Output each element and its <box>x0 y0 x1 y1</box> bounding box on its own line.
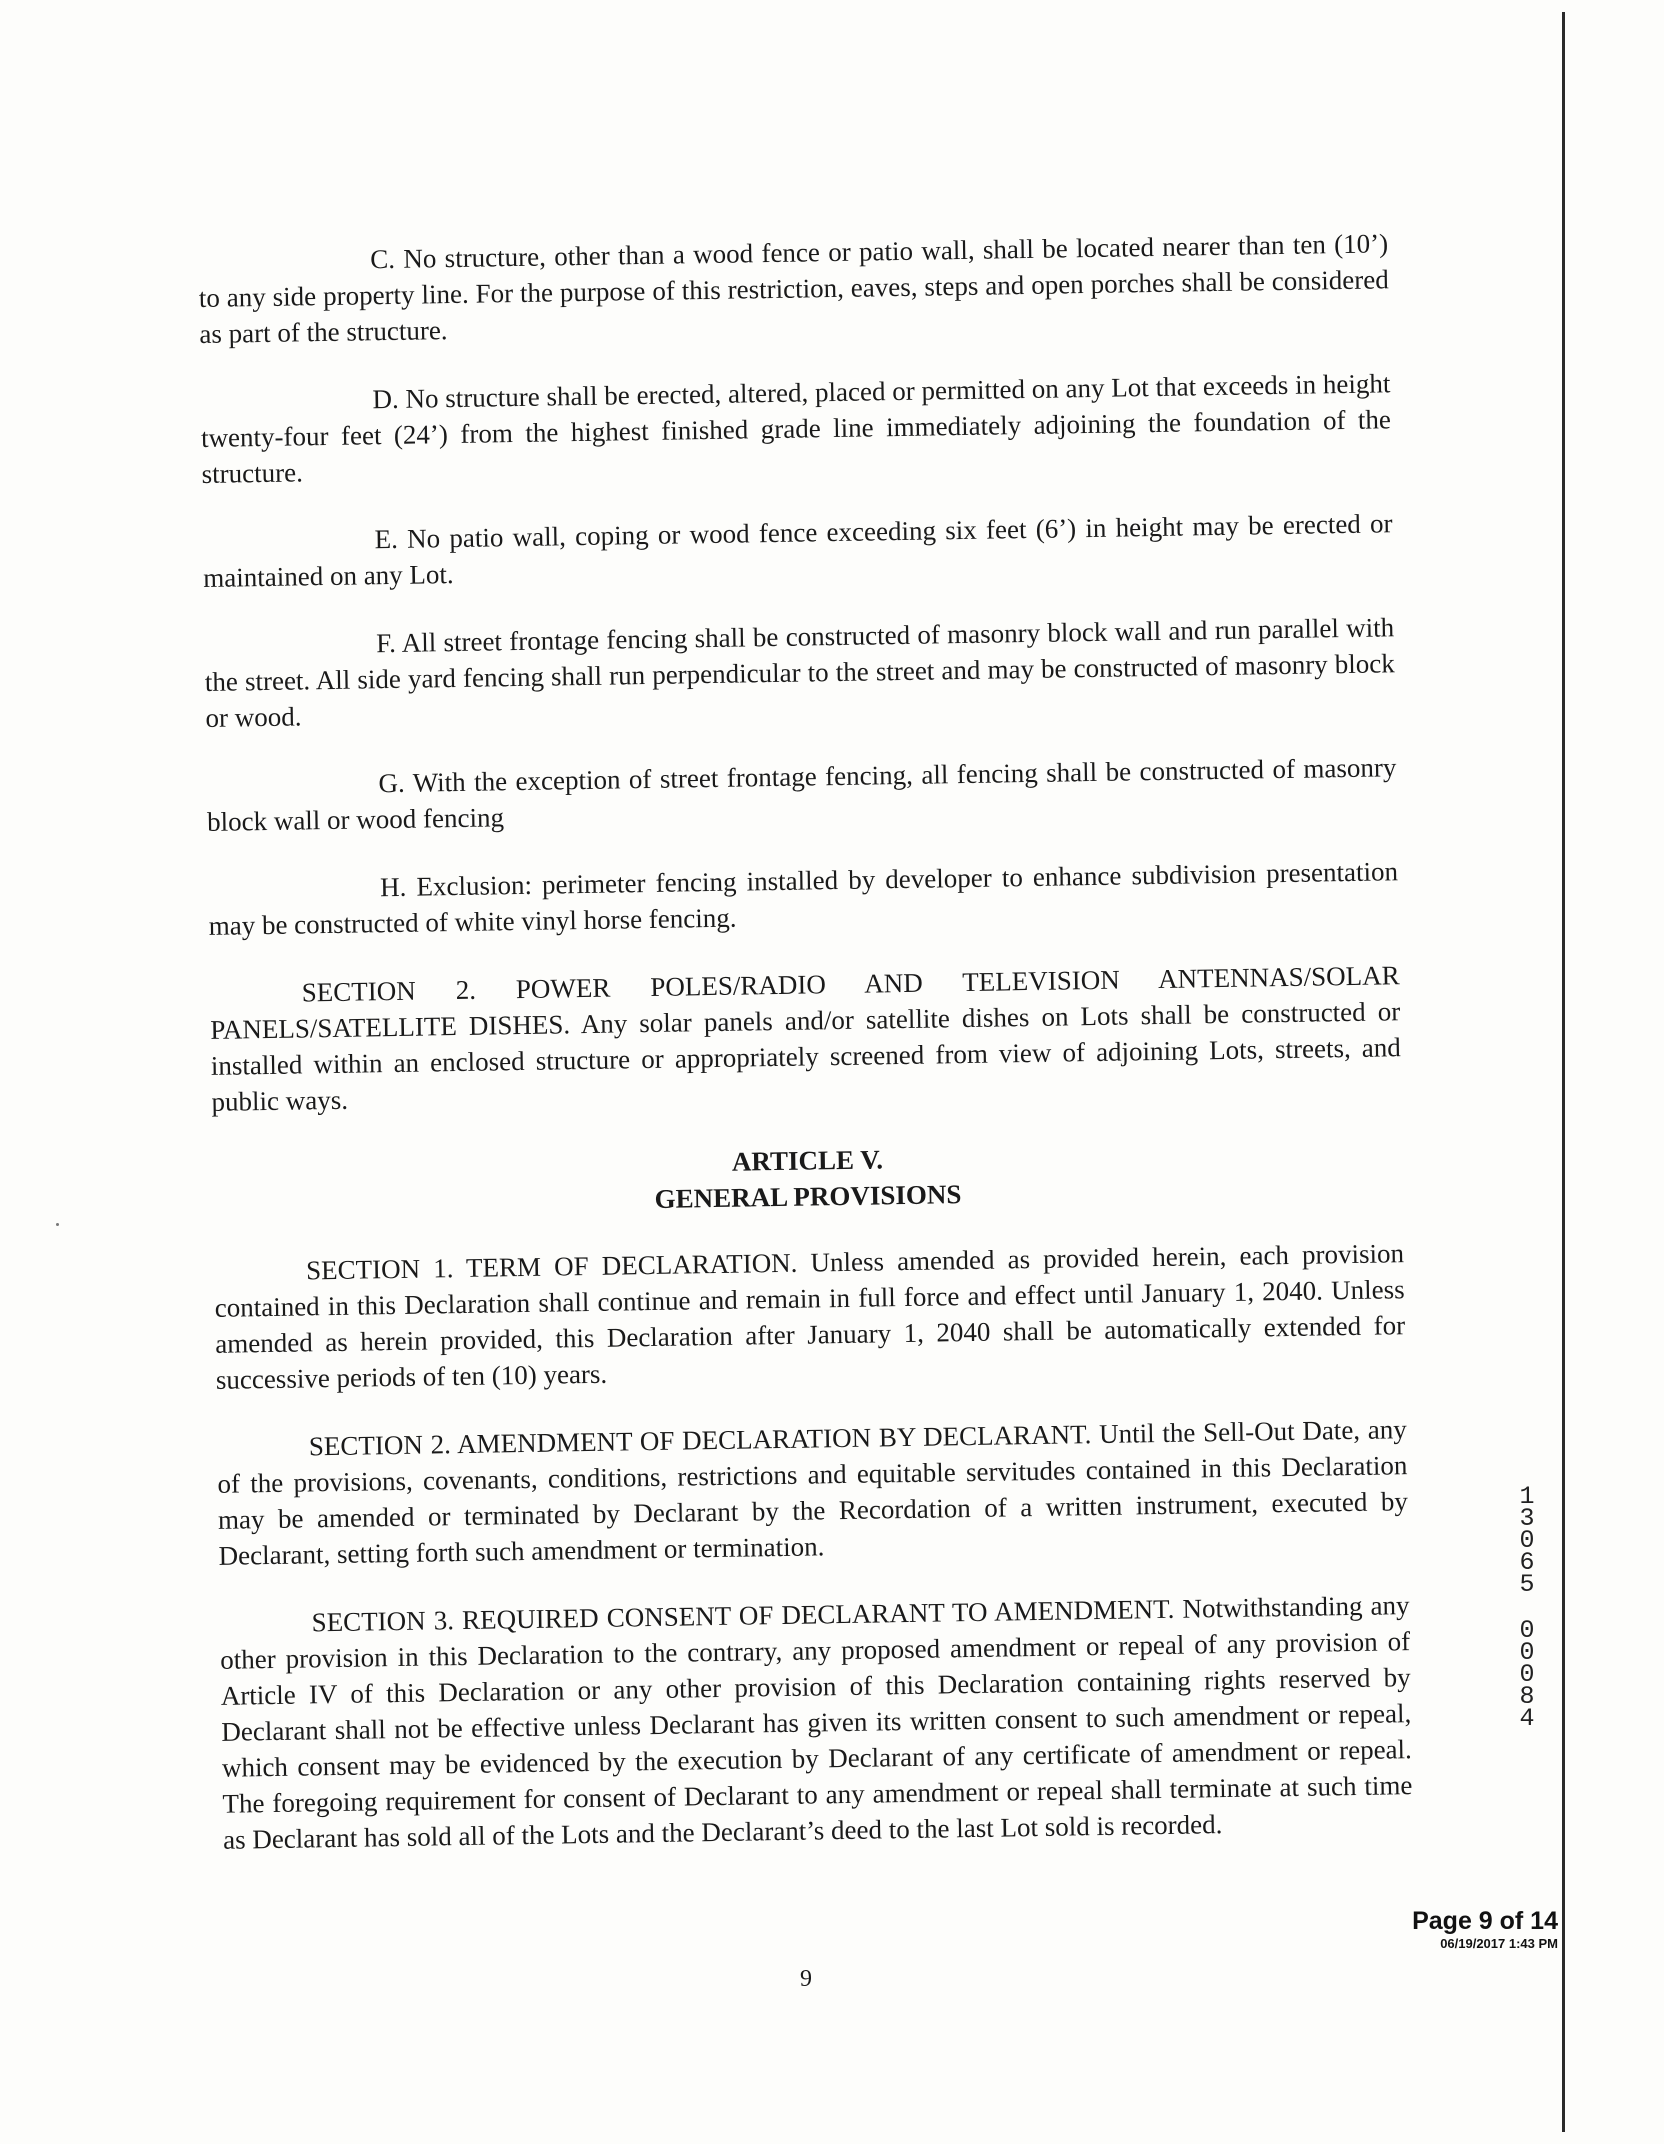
paragraph-e: E. No patio wall, coping or wood fence exceeding six feet (6’) in height may be erected or maintained on any Lot. <box>203 508 1393 593</box>
document-body <box>198 225 1414 1889</box>
section-3-consent: SECTION 3. REQUIRED CONSENT OF DECLARANT TO AMENDMENT. Notwithstanding any other provision in this Declaration to the contrary, any proposed amendment or repeal of any provision of Article IV of this Declaration or any other provision of this Declaration containing rights reserved by Declarant shall not be effective unless Declarant has given its written consent to such amendment or repeal, which consent may be evidenced by the execution by Declarant of any certificate of amendment or repeal. The foregoing requirement for consent of Declarant to any amendment or repeal shall terminate at such time as Declarant has sold all of the Lots and the Declarant’s deed to the last Lot sold is recorded. <box>220 1590 1413 1855</box>
recording-digit: 8 <box>1519 1682 1535 1711</box>
paragraph-g: G. With the exception of street frontage fencing, all fencing shall be constructed of masonry block wall or wood fencing <box>206 752 1397 837</box>
paragraph-f: F. All street frontage fencing shall be constructed of masonry block wall and run parallel with the street. All side yard fencing shall run perpendicular to the street and may be constructed of masonry block or wood. <box>204 612 1395 733</box>
section-2-amendment: SECTION 2. AMENDMENT OF DECLARATION BY DECLARANT. Until the Sell-Out Date, any of the provisions, covenants, conditions, restrictions and equitable servitudes contained in this Declaration may be amended or terminated by Declarant by the Recordation of a written instrument, executed by Declarant, setting forth such amendment or termination. <box>217 1414 1409 1571</box>
recording-digit: 1 <box>1519 1482 1535 1511</box>
article-number: ARTICLE V. <box>731 1144 884 1177</box>
recording-digit: 6 <box>1519 1548 1535 1577</box>
page-number: 9 <box>800 1966 812 1992</box>
recording-datetime: 06/19/2017 1:43 PM <box>1440 1936 1558 1951</box>
recording-digit: 3 <box>1519 1504 1535 1533</box>
recording-digit: 0 <box>1519 1660 1535 1689</box>
recording-digit: 4 <box>1519 1704 1535 1733</box>
recording-digit: 0 <box>1519 1616 1535 1645</box>
section-2-power-poles: SECTION 2. POWER POLES/RADIO AND TELEVISION ANTENNAS/SOLAR PANELS/SATELLITE DISHES. Any solar panels and/or satellite dishes on Lots shall be constructed or installed within an enclosed structure or appropriately screened from view of adjoining Lots, streets, and public ways. <box>210 960 1402 1117</box>
recording-stamp <box>1412 1906 1558 1952</box>
recording-digit: 0 <box>1519 1638 1535 1667</box>
paragraph-h: H. Exclusion: perimeter fencing installed by developer to enhance subdivision presentation may be constructed of white vinyl horse fencing. <box>208 856 1399 941</box>
recording-number <box>1512 1482 1542 1733</box>
article-heading <box>212 1133 1403 1224</box>
paragraph-d: D. No structure shall be erected, altered, placed or permitted on any Lot that exceeds in height twenty-four feet (24’) from the highest finished grade line immediately adjoining the foundation of the structure. <box>200 368 1392 489</box>
recording-digit: 0 <box>1519 1526 1535 1555</box>
scan-speck <box>56 1223 59 1226</box>
paragraph-c: C. No structure, other than a wood fence or patio wall, shall be located nearer than ten (10’) to any side property line. For the purpose of this restriction, eaves, steps and open porches shall be considered as part of the structure. <box>198 228 1389 349</box>
section-1-term: SECTION 1. TERM OF DECLARATION. Unless amended as provided herein, each provision contained in this Declaration shall continue and remain in full force and effect until January 1, 2040. Unless amended as herein provided, this Declaration after January 1, 2040 shall be automatically extended for successive periods of ten (10) years. <box>214 1238 1406 1395</box>
article-title: GENERAL PROVISIONS <box>654 1179 962 1214</box>
page-edge-line <box>1562 12 1565 2132</box>
page-count-label: Page 9 of 14 <box>1412 1907 1558 1935</box>
recording-digit: 5 <box>1519 1570 1535 1599</box>
